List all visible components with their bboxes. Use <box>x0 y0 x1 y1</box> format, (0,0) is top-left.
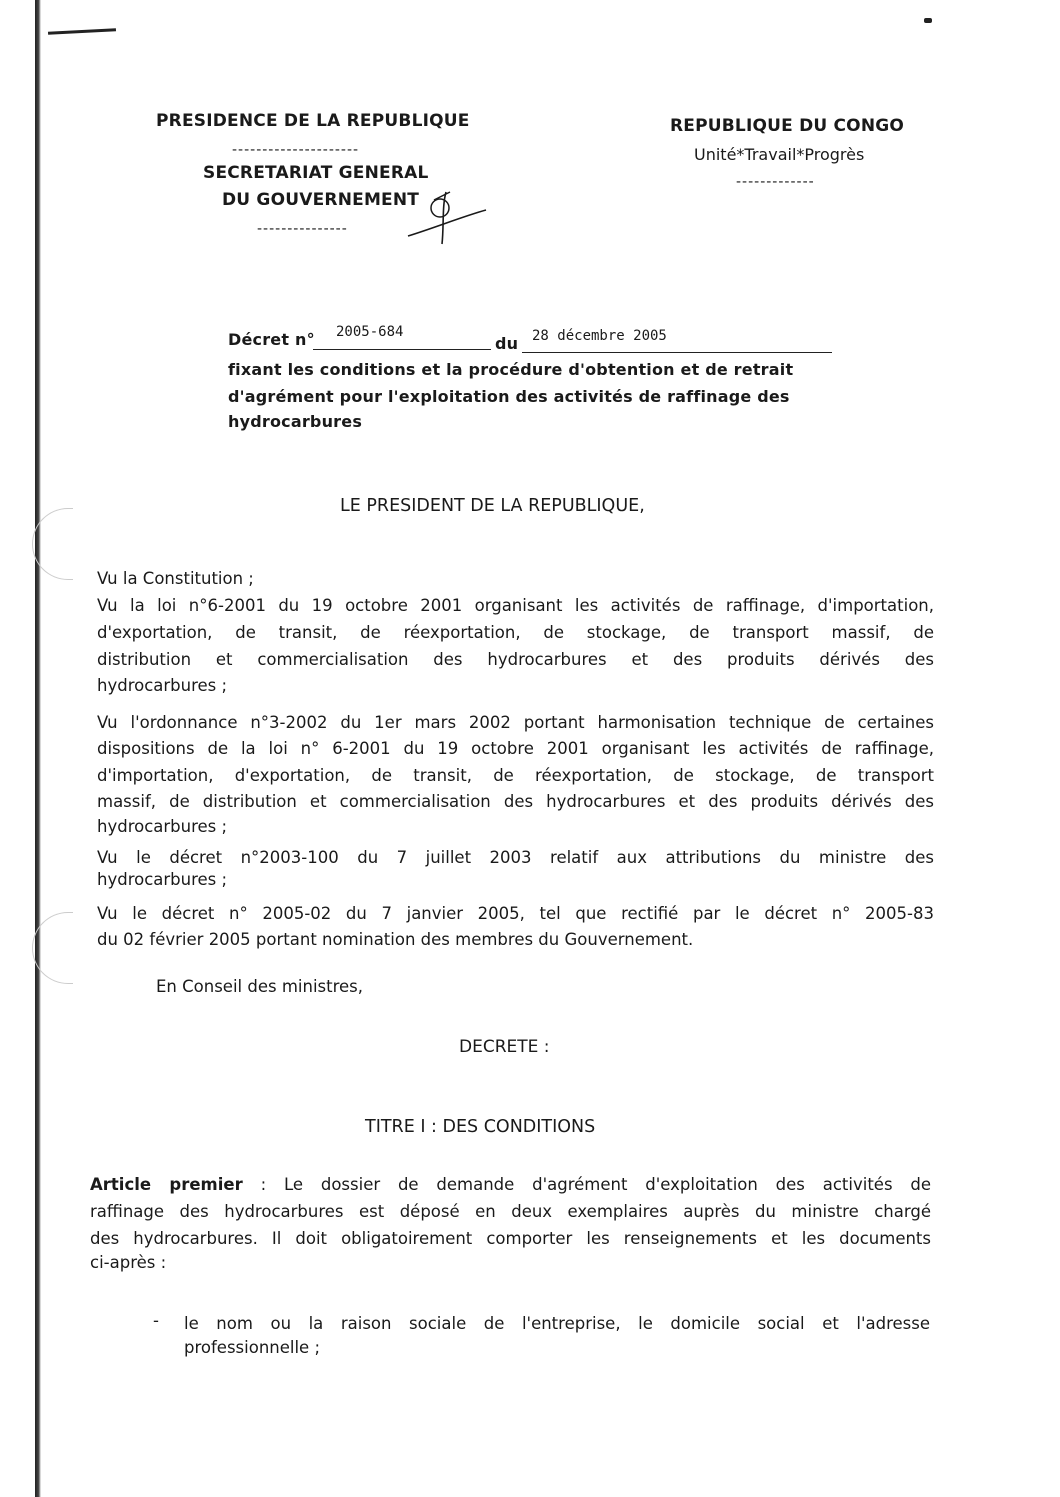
decree-date-line <box>522 352 832 353</box>
consideration-line: Vu l'ordonnance n°3-2002 du 1er mars 2002 portant harmonisation technique de certaines <box>97 713 934 732</box>
scan-margin-line <box>35 0 41 1497</box>
consideration-line: du 02 février 2005 portant nomination des membres du Gouvernement. <box>97 930 694 949</box>
titre-heading: TITRE I : DES CONDITIONS <box>365 1117 596 1137</box>
consideration-line: d'exportation, de transit, de réexportation, de stockage, de transport massif, de <box>97 623 934 642</box>
consideration-line: massif, de distribution et commercialisation des hydrocarbures et des produits dérivés des <box>97 792 934 811</box>
decree-date: 28 décembre 2005 <box>532 328 667 344</box>
decree-title-line: fixant les conditions et la procédure d'obtention et de retrait <box>228 360 794 379</box>
consideration-line: hydrocarbures ; <box>97 676 228 695</box>
president-heading: LE PRESIDENT DE LA REPUBLIQUE, <box>340 496 645 516</box>
consideration-line: Vu la loi n°6-2001 du 19 octobre 2001 organisant les activités de raffinage, d'importation, <box>97 596 934 615</box>
list-item-line: professionnelle ; <box>184 1338 321 1357</box>
article-line <box>90 1172 931 1199</box>
header-presidence: PRESIDENCE DE LA REPUBLIQUE <box>156 111 470 131</box>
header-republique: REPUBLIQUE DU CONGO <box>670 116 905 136</box>
consideration-line: hydrocarbures ; <box>97 817 228 836</box>
scan-mark <box>48 28 116 35</box>
consideration-line: Vu le décret n°2003-100 du 7 juillet 2003 relatif aux attributions du ministre des <box>97 848 934 867</box>
decree-title-line: d'agrément pour l'exploitation des activités de raffinage des <box>228 387 790 406</box>
consideration-line: d'importation, d'exportation, de transit, de réexportation, de stockage, de transport <box>97 766 934 785</box>
decree-number: 2005-684 <box>336 324 404 340</box>
consideration-line: dispositions de la loi n° 6-2001 du 19 octobre 2001 organisant les activités de raffinage, <box>97 739 934 758</box>
article-text: : Le dossier de demande d'agrément d'exploitation des activités de <box>242 1175 932 1194</box>
decrete-heading: DECRETE : <box>459 1037 550 1057</box>
decree-title-line: hydrocarbures <box>228 412 363 431</box>
article-line: des hydrocarbures. Il doit obligatoirement comporter les renseignements et les documents <box>90 1229 931 1248</box>
consideration-line: Vu le décret n° 2005-02 du 7 janvier 2005, tel que rectifié par le décret n° 2005-83 <box>97 904 934 923</box>
list-item-line: le nom ou la raison sociale de l'entreprise, le domicile social et l'adresse <box>184 1314 930 1333</box>
header-divider: --------------- <box>257 221 348 237</box>
article-line: raffinage des hydrocarbures est déposé en deux exemplaires auprès du ministre chargé <box>90 1202 931 1221</box>
decree-label: Décret n° <box>228 330 315 349</box>
list-bullet: - <box>153 1311 159 1330</box>
consideration-line: hydrocarbures ; <box>97 870 228 889</box>
article-label: Article premier <box>90 1175 243 1194</box>
handwritten-initials <box>404 186 490 248</box>
decree-du: du <box>495 334 519 353</box>
article-line: ci-après : <box>90 1253 167 1272</box>
scan-mark <box>924 18 932 23</box>
header-secretariat: SECRETARIAT GENERAL <box>203 163 429 183</box>
decree-number-line <box>313 349 491 350</box>
consideration-line: Vu la Constitution ; <box>97 569 254 588</box>
header-divider: ------------- <box>736 174 815 190</box>
header-divider: --------------------- <box>232 142 360 158</box>
header-motto: Unité*Travail*Progrès <box>694 145 865 164</box>
consideration-line: distribution et commercialisation des hydrocarbures et des produits dérivés des <box>97 650 934 669</box>
header-gouvernement: DU GOUVERNEMENT <box>222 190 420 210</box>
council-line: En Conseil des ministres, <box>156 977 364 996</box>
